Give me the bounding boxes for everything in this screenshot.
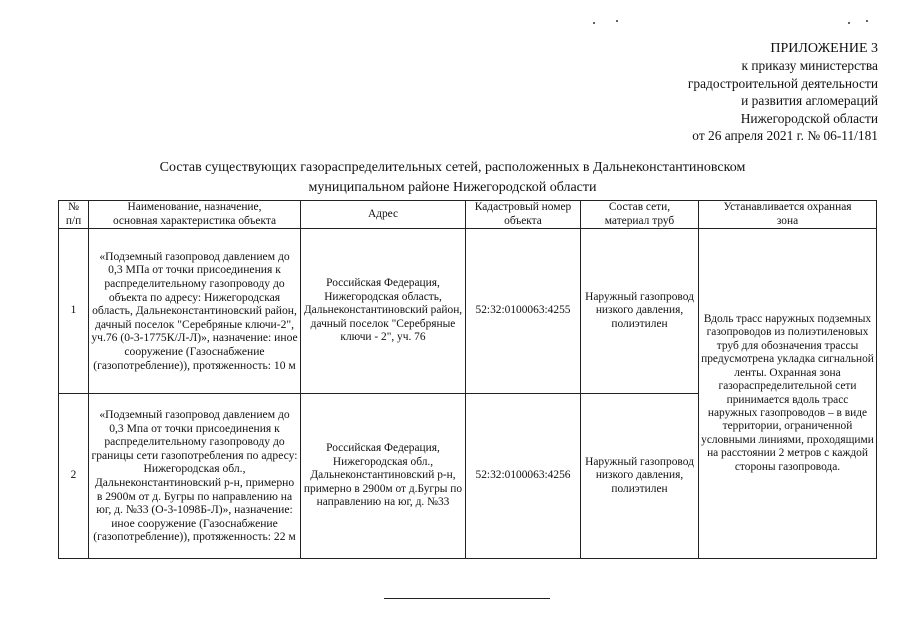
object-description: «Подземный газопровод давлением до 0,3 МПа от точки присоединения к распределительному газопроводу до объекта по адресу: Нижегородская область, Дальнеконстантиновский район, дачный поселок "Серебряные ключи-2", уч.76 (0-3-1775К/Л-Л)», назначение: иное сооружение (Газоснабжение (газопотребление)), протяженность: 10 м <box>89 229 301 394</box>
table-header-row <box>59 201 877 229</box>
appendix-line: от 26 апреля 2021 г. № 06-11/181 <box>692 128 878 144</box>
column-header-zone: Устанавливается охранная зона <box>699 201 877 229</box>
appendix-line: градостроительной деятельности <box>687 75 878 91</box>
document-title <box>60 158 845 198</box>
column-header-address: Адрес <box>301 201 466 229</box>
appendix-line: и развития агломераций <box>741 93 878 109</box>
row-number: 1 <box>59 229 89 394</box>
cadastral-number: 52:32:0100063:4256 <box>466 394 581 559</box>
gas-network-table <box>58 200 877 559</box>
scan-speck <box>866 20 868 22</box>
appendix-line: к приказу министерства <box>741 58 878 74</box>
column-header-cadastral: Кадастровый номер объекта <box>466 201 581 229</box>
scan-speck <box>616 20 618 22</box>
network-material: Наружный газопровод низкого давления, полиэтилен <box>581 394 699 559</box>
object-address: Российская Федерация, Нижегородская обл., Дальнеконстантиновский р-н, примерно в 2900м от д.Бугры по направлению на юг, д. №33 <box>301 394 466 559</box>
appendix-heading: ПРИЛОЖЕНИЕ 3 <box>770 41 878 56</box>
column-header-network: Состав сети, материал труб <box>581 201 699 229</box>
column-header-name: Наименование, назначение, основная характеристика объекта <box>89 201 301 229</box>
footer-separator-line <box>384 598 550 599</box>
appendix-line: Нижегородской области <box>740 110 878 126</box>
document-title-line: муниципальном районе Нижегородской области <box>308 180 597 195</box>
appendix-block <box>688 40 878 144</box>
row-number: 2 <box>59 394 89 559</box>
object-description: «Подземный газопровод давлением до 0,3 Мпа от точки присоединения к распределительному газопроводу до границы сети газопотребления по адресу: Нижегородская обл., Дальнеконстантиновский р-н, примерно в 2900м от д. Бугры по направлению на юг, д. №33 (О-3-1098Б-Л)», назначение: иное сооружение (Газоснабжение (газопотребление)), протяженность: 22 м <box>89 394 301 559</box>
protection-zone: Вдоль трасс наружных подземных газопроводов из полиэтиленовых труб для обозначения трассы предусмотрена укладка сигнальной ленты. Охранная зона газораспределительной сети принимается вдоль трасс наружных газопроводов – в виде территории, ограниченной условными линиями, проходящими на расстоянии 2 метров с каждой стороны газопровода. <box>699 229 877 559</box>
object-address: Российская Федерация, Нижегородская область, Дальнеконстантиновский район, дачный поселок "Серебряные ключи - 2", уч. 76 <box>301 229 466 394</box>
network-material: Наружный газопровод низкого давления, полиэтилен <box>581 229 699 394</box>
document-title-line: Состав существующих газораспределительных сетей, расположенных в Дальнеконстантиновском <box>159 160 746 175</box>
table-row <box>59 229 877 394</box>
column-header-number: № п/п <box>59 201 89 229</box>
scan-speck <box>593 22 595 24</box>
scan-speck <box>848 22 850 24</box>
cadastral-number: 52:32:0100063:4255 <box>466 229 581 394</box>
